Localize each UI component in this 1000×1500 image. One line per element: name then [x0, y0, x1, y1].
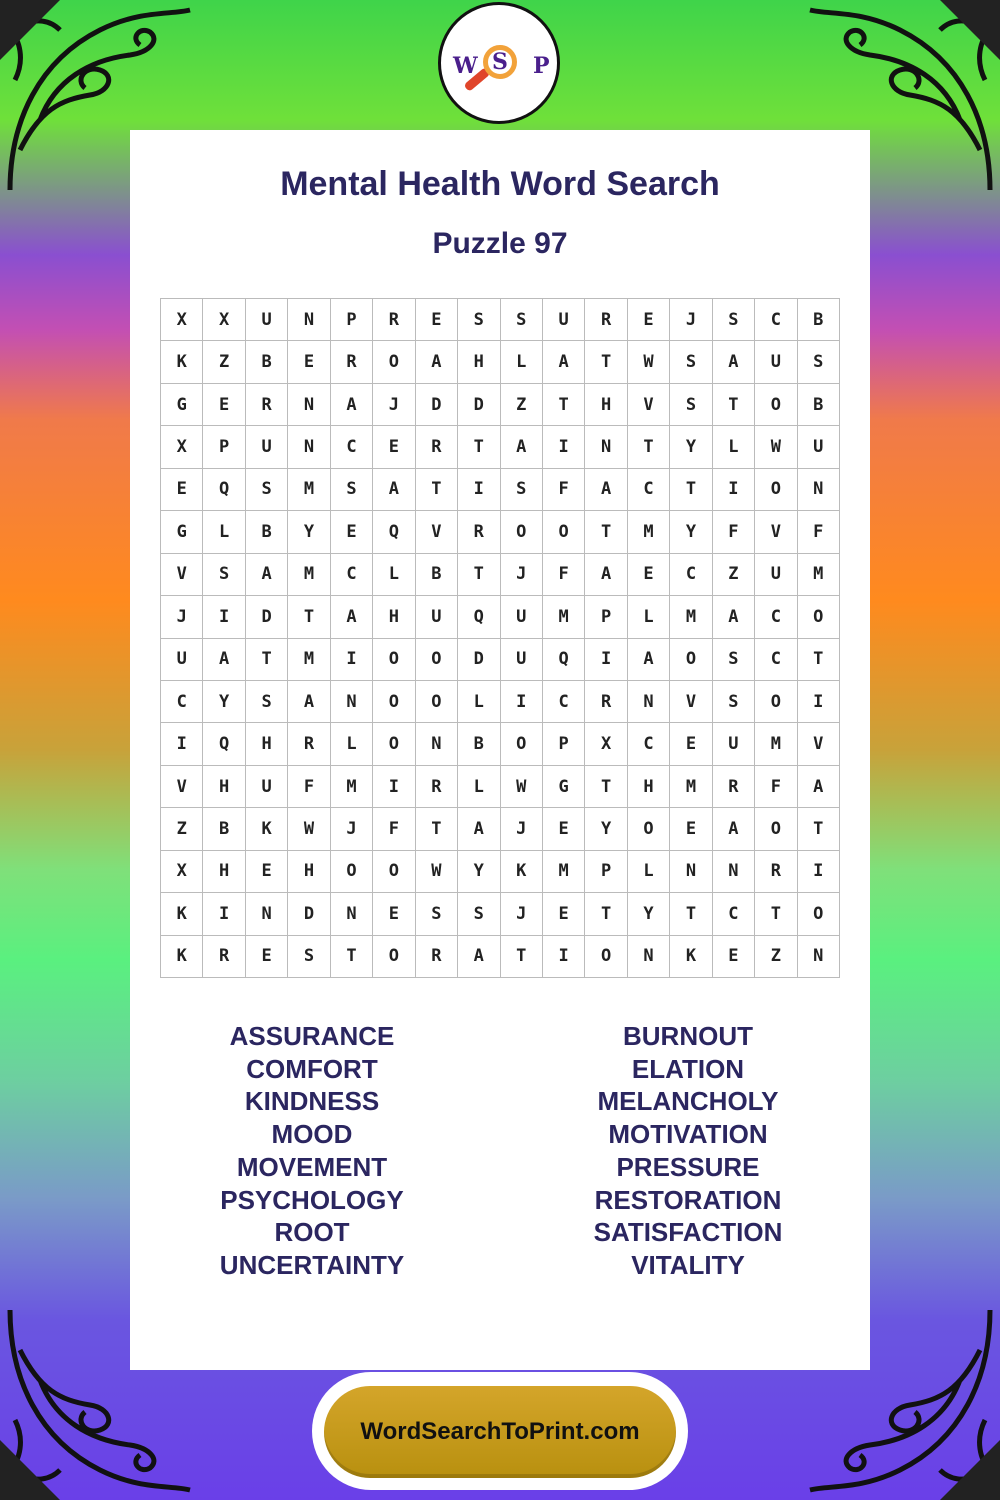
grid-cell[interactable]: N: [288, 384, 330, 426]
grid-cell[interactable]: A: [331, 384, 373, 426]
grid-cell[interactable]: B: [246, 511, 288, 553]
grid-cell[interactable]: R: [713, 766, 755, 808]
grid-cell[interactable]: O: [373, 851, 415, 893]
word-list-item: ROOT: [274, 1217, 350, 1248]
grid-cell[interactable]: E: [203, 384, 245, 426]
grid-cell[interactable]: I: [203, 893, 245, 935]
grid-cell[interactable]: M: [288, 554, 330, 596]
grid-cell[interactable]: N: [288, 299, 330, 341]
word-list-item: SATISFACTION: [593, 1217, 783, 1248]
word-list-item: ELATION: [631, 1053, 745, 1084]
grid-cell[interactable]: R: [585, 299, 627, 341]
grid-cell[interactable]: S: [670, 384, 712, 426]
grid-cell[interactable]: T: [331, 936, 373, 978]
grid-cell[interactable]: H: [373, 596, 415, 638]
grid-cell[interactable]: N: [585, 426, 627, 468]
puzzle-title: Mental Health Word Search: [280, 165, 720, 203]
grid-cell[interactable]: Z: [713, 554, 755, 596]
grid-cell[interactable]: L: [458, 681, 500, 723]
word-list-item: RESTORATION: [594, 1184, 782, 1215]
grid-cell[interactable]: T: [713, 384, 755, 426]
grid-cell[interactable]: G: [161, 511, 203, 553]
grid-cell[interactable]: R: [246, 384, 288, 426]
grid-cell[interactable]: G: [161, 384, 203, 426]
grid-cell[interactable]: N: [331, 681, 373, 723]
grid-cell[interactable]: Y: [670, 511, 712, 553]
grid-cell[interactable]: Y: [670, 426, 712, 468]
grid-cell[interactable]: O: [501, 511, 543, 553]
grid-cell[interactable]: H: [288, 851, 330, 893]
grid-cell[interactable]: Q: [458, 596, 500, 638]
wsp-logo: [438, 2, 560, 124]
grid-cell[interactable]: L: [501, 341, 543, 383]
grid-cell[interactable]: S: [203, 554, 245, 596]
grid-cell[interactable]: S: [798, 341, 840, 383]
grid-cell[interactable]: C: [331, 426, 373, 468]
grid-cell[interactable]: Y: [585, 808, 627, 850]
grid-cell[interactable]: C: [713, 893, 755, 935]
grid-cell[interactable]: M: [798, 554, 840, 596]
grid-cell[interactable]: T: [585, 766, 627, 808]
grid-cell[interactable]: I: [798, 681, 840, 723]
grid-cell[interactable]: U: [246, 299, 288, 341]
grid-cell[interactable]: A: [373, 469, 415, 511]
grid-cell[interactable]: H: [203, 851, 245, 893]
grid-cell[interactable]: E: [161, 469, 203, 511]
grid-cell[interactable]: X: [161, 299, 203, 341]
grid-cell[interactable]: M: [670, 596, 712, 638]
grid-cell[interactable]: A: [416, 341, 458, 383]
grid-cell[interactable]: H: [458, 341, 500, 383]
grid-cell[interactable]: P: [543, 723, 585, 765]
grid-cell[interactable]: E: [288, 341, 330, 383]
grid-cell[interactable]: A: [458, 936, 500, 978]
grid-cell[interactable]: Y: [288, 511, 330, 553]
grid-cell[interactable]: I: [458, 469, 500, 511]
grid-cell[interactable]: H: [585, 384, 627, 426]
grid-cell[interactable]: J: [501, 808, 543, 850]
grid-cell[interactable]: E: [331, 511, 373, 553]
grid-cell[interactable]: L: [458, 766, 500, 808]
grid-cell[interactable]: L: [331, 723, 373, 765]
grid-cell[interactable]: S: [458, 893, 500, 935]
grid-cell[interactable]: L: [628, 596, 670, 638]
grid-cell[interactable]: T: [798, 639, 840, 681]
grid-cell[interactable]: F: [713, 511, 755, 553]
grid-cell[interactable]: A: [331, 596, 373, 638]
grid-cell[interactable]: E: [543, 808, 585, 850]
puzzle-number: Puzzle 97: [432, 227, 568, 260]
grid-cell[interactable]: I: [373, 766, 415, 808]
grid-cell[interactable]: S: [246, 469, 288, 511]
word-list-item: MOOD: [271, 1119, 353, 1150]
word-list-item: KINDNESS: [244, 1086, 380, 1117]
grid-cell[interactable]: N: [288, 426, 330, 468]
grid-cell[interactable]: F: [373, 808, 415, 850]
grid-cell[interactable]: M: [670, 766, 712, 808]
grid-cell[interactable]: F: [798, 511, 840, 553]
grid-cell[interactable]: I: [543, 936, 585, 978]
grid-cell[interactable]: O: [501, 723, 543, 765]
grid-cell[interactable]: T: [585, 893, 627, 935]
grid-cell[interactable]: B: [798, 384, 840, 426]
grid-cell[interactable]: T: [628, 426, 670, 468]
grid-cell[interactable]: K: [501, 851, 543, 893]
grid-cell[interactable]: W: [628, 341, 670, 383]
grid-cell[interactable]: U: [246, 766, 288, 808]
grid-cell[interactable]: S: [713, 639, 755, 681]
grid-cell[interactable]: R: [416, 426, 458, 468]
grid-cell[interactable]: X: [585, 723, 627, 765]
grid-cell[interactable]: D: [458, 639, 500, 681]
grid-cell[interactable]: N: [798, 469, 840, 511]
grid-cell[interactable]: W: [416, 851, 458, 893]
grid-cell[interactable]: O: [628, 808, 670, 850]
grid-cell[interactable]: F: [543, 554, 585, 596]
grid-cell[interactable]: A: [543, 341, 585, 383]
logo-letter-w: W: [453, 53, 478, 79]
grid-cell[interactable]: O: [755, 384, 797, 426]
grid-cell[interactable]: E: [670, 723, 712, 765]
logo-letter-p: P: [533, 53, 550, 79]
grid-cell[interactable]: U: [501, 639, 543, 681]
grid-cell[interactable]: C: [755, 596, 797, 638]
grid-cell[interactable]: K: [161, 893, 203, 935]
grid-cell[interactable]: W: [288, 808, 330, 850]
grid-cell[interactable]: O: [798, 596, 840, 638]
grid-cell[interactable]: S: [501, 469, 543, 511]
grid-cell[interactable]: M: [543, 596, 585, 638]
grid-cell[interactable]: O: [373, 723, 415, 765]
grid-cell[interactable]: C: [628, 723, 670, 765]
word-list-item: UNCERTAINTY: [219, 1249, 405, 1280]
grid-cell[interactable]: S: [713, 681, 755, 723]
grid-cell[interactable]: N: [416, 723, 458, 765]
grid-cell[interactable]: Z: [755, 936, 797, 978]
grid-cell[interactable]: E: [670, 808, 712, 850]
grid-cell[interactable]: V: [670, 681, 712, 723]
grid-cell[interactable]: T: [585, 341, 627, 383]
grid-cell[interactable]: V: [755, 511, 797, 553]
grid-cell[interactable]: J: [331, 808, 373, 850]
grid-cell[interactable]: K: [670, 936, 712, 978]
grid-cell[interactable]: P: [203, 426, 245, 468]
grid-cell[interactable]: N: [798, 936, 840, 978]
grid-cell[interactable]: T: [416, 469, 458, 511]
grid-cell[interactable]: U: [798, 426, 840, 468]
grid-cell[interactable]: Z: [203, 341, 245, 383]
grid-cell[interactable]: J: [501, 554, 543, 596]
grid-cell[interactable]: X: [161, 851, 203, 893]
grid-cell[interactable]: Y: [628, 893, 670, 935]
grid-cell[interactable]: T: [288, 596, 330, 638]
grid-cell[interactable]: I: [585, 639, 627, 681]
footer-website-text: WordSearchToPrint.com: [360, 1418, 640, 1445]
grid-cell[interactable]: T: [755, 893, 797, 935]
grid-cell[interactable]: O: [543, 511, 585, 553]
word-list-item: BURNOUT: [623, 1021, 753, 1051]
word-list-item: PRESSURE: [616, 1151, 760, 1182]
grid-cell[interactable]: T: [246, 639, 288, 681]
grid-cell[interactable]: A: [798, 766, 840, 808]
grid-cell[interactable]: R: [458, 511, 500, 553]
grid-cell[interactable]: Y: [458, 851, 500, 893]
grid-cell[interactable]: D: [246, 596, 288, 638]
grid-cell[interactable]: E: [628, 554, 670, 596]
grid-cell[interactable]: P: [331, 299, 373, 341]
word-list-item: PSYCHOLOGY: [220, 1184, 404, 1215]
grid-cell[interactable]: C: [670, 554, 712, 596]
grid-cell[interactable]: M: [543, 851, 585, 893]
grid-cell[interactable]: O: [755, 469, 797, 511]
grid-cell[interactable]: I: [161, 723, 203, 765]
grid-cell[interactable]: U: [416, 596, 458, 638]
grid-cell[interactable]: M: [288, 639, 330, 681]
grid-cell[interactable]: P: [585, 596, 627, 638]
grid-cell[interactable]: O: [373, 341, 415, 383]
grid-cell[interactable]: A: [458, 808, 500, 850]
grid-cell[interactable]: A: [713, 341, 755, 383]
grid-cell[interactable]: A: [628, 639, 670, 681]
grid-cell[interactable]: U: [501, 596, 543, 638]
grid-cell[interactable]: A: [713, 596, 755, 638]
grid-cell[interactable]: B: [416, 554, 458, 596]
grid-cell[interactable]: J: [670, 299, 712, 341]
grid-cell[interactable]: J: [161, 596, 203, 638]
grid-cell[interactable]: O: [373, 681, 415, 723]
grid-cell[interactable]: N: [670, 851, 712, 893]
word-list-item: MOVEMENT: [236, 1151, 388, 1182]
grid-cell[interactable]: U: [755, 554, 797, 596]
grid-cell[interactable]: A: [501, 426, 543, 468]
word-list-item: COMFORT: [246, 1053, 378, 1084]
grid-cell[interactable]: B: [246, 341, 288, 383]
grid-cell[interactable]: E: [543, 893, 585, 935]
grid-cell[interactable]: A: [203, 639, 245, 681]
grid-cell[interactable]: O: [331, 851, 373, 893]
grid-cell[interactable]: M: [288, 469, 330, 511]
grid-cell[interactable]: C: [161, 681, 203, 723]
grid-cell[interactable]: O: [798, 893, 840, 935]
grid-cell[interactable]: N: [331, 893, 373, 935]
grid-cell[interactable]: O: [416, 639, 458, 681]
grid-cell[interactable]: Y: [203, 681, 245, 723]
grid-cell[interactable]: E: [373, 426, 415, 468]
footer-website-link[interactable]: [324, 1386, 676, 1478]
grid-cell[interactable]: U: [755, 341, 797, 383]
grid-cell[interactable]: H: [203, 766, 245, 808]
word-list-right: [508, 1020, 868, 1282]
grid-cell[interactable]: Z: [161, 808, 203, 850]
grid-cell[interactable]: I: [331, 639, 373, 681]
grid-cell[interactable]: E: [246, 936, 288, 978]
grid-cell[interactable]: E: [246, 851, 288, 893]
grid-cell[interactable]: T: [416, 808, 458, 850]
grid-cell[interactable]: Q: [543, 639, 585, 681]
grid-cell[interactable]: J: [501, 893, 543, 935]
grid-cell[interactable]: Z: [501, 384, 543, 426]
grid-cell[interactable]: U: [543, 299, 585, 341]
word-list-left: [132, 1020, 492, 1282]
grid-cell[interactable]: R: [416, 766, 458, 808]
grid-cell[interactable]: H: [246, 723, 288, 765]
letter-grid: [160, 298, 840, 978]
grid-cell[interactable]: V: [161, 554, 203, 596]
grid-cell[interactable]: M: [628, 511, 670, 553]
grid-cell[interactable]: E: [416, 299, 458, 341]
grid-cell[interactable]: S: [416, 893, 458, 935]
grid-cell[interactable]: Q: [373, 511, 415, 553]
grid-cell[interactable]: K: [161, 936, 203, 978]
grid-cell[interactable]: E: [628, 299, 670, 341]
grid-cell[interactable]: R: [585, 681, 627, 723]
grid-cell[interactable]: T: [585, 511, 627, 553]
grid-cell[interactable]: Q: [203, 723, 245, 765]
grid-cell[interactable]: F: [288, 766, 330, 808]
grid-cell[interactable]: U: [246, 426, 288, 468]
grid-cell[interactable]: D: [416, 384, 458, 426]
grid-cell[interactable]: N: [713, 851, 755, 893]
grid-cell[interactable]: T: [543, 384, 585, 426]
word-list-item: VITALITY: [631, 1249, 745, 1280]
grid-cell[interactable]: T: [458, 426, 500, 468]
grid-cell[interactable]: S: [246, 681, 288, 723]
grid-cell[interactable]: O: [373, 936, 415, 978]
grid-cell[interactable]: V: [798, 723, 840, 765]
logo-letter-s: S: [492, 49, 508, 75]
grid-cell[interactable]: O: [755, 808, 797, 850]
grid-cell[interactable]: A: [246, 554, 288, 596]
grid-cell[interactable]: K: [246, 808, 288, 850]
grid-cell[interactable]: B: [798, 299, 840, 341]
grid-cell[interactable]: T: [501, 936, 543, 978]
grid-cell[interactable]: A: [713, 808, 755, 850]
grid-cell[interactable]: S: [458, 299, 500, 341]
grid-cell[interactable]: X: [203, 299, 245, 341]
grid-cell[interactable]: M: [755, 723, 797, 765]
grid-cell[interactable]: I: [543, 426, 585, 468]
grid-cell[interactable]: E: [713, 936, 755, 978]
grid-cell[interactable]: N: [628, 936, 670, 978]
grid-cell[interactable]: T: [670, 469, 712, 511]
grid-cell[interactable]: S: [670, 341, 712, 383]
grid-cell[interactable]: Q: [203, 469, 245, 511]
grid-cell[interactable]: N: [246, 893, 288, 935]
grid-cell[interactable]: T: [798, 808, 840, 850]
grid-cell[interactable]: D: [458, 384, 500, 426]
grid-cell[interactable]: R: [755, 851, 797, 893]
grid-cell[interactable]: I: [203, 596, 245, 638]
grid-cell[interactable]: R: [416, 936, 458, 978]
grid-cell[interactable]: V: [628, 384, 670, 426]
grid-cell[interactable]: O: [670, 639, 712, 681]
grid-cell[interactable]: T: [670, 893, 712, 935]
grid-cell[interactable]: S: [288, 936, 330, 978]
grid-cell[interactable]: G: [543, 766, 585, 808]
grid-cell[interactable]: H: [628, 766, 670, 808]
grid-cell[interactable]: B: [203, 808, 245, 850]
grid-cell[interactable]: A: [585, 469, 627, 511]
grid-cell[interactable]: M: [331, 766, 373, 808]
grid-cell[interactable]: F: [543, 469, 585, 511]
grid-cell[interactable]: L: [203, 511, 245, 553]
grid-cell[interactable]: I: [501, 681, 543, 723]
grid-cell[interactable]: R: [203, 936, 245, 978]
grid-cell[interactable]: L: [628, 851, 670, 893]
grid-cell[interactable]: V: [161, 766, 203, 808]
grid-cell[interactable]: O: [373, 639, 415, 681]
grid-cell[interactable]: R: [331, 341, 373, 383]
grid-cell[interactable]: A: [585, 554, 627, 596]
grid-cell[interactable]: F: [755, 766, 797, 808]
grid-cell[interactable]: J: [373, 384, 415, 426]
grid-cell[interactable]: C: [755, 299, 797, 341]
grid-cell[interactable]: D: [288, 893, 330, 935]
grid-cell[interactable]: K: [161, 341, 203, 383]
grid-cell[interactable]: B: [458, 723, 500, 765]
grid-cell[interactable]: V: [416, 511, 458, 553]
grid-cell[interactable]: R: [288, 723, 330, 765]
grid-cell[interactable]: E: [373, 893, 415, 935]
grid-cell[interactable]: U: [161, 639, 203, 681]
grid-cell[interactable]: C: [755, 639, 797, 681]
grid-cell[interactable]: O: [585, 936, 627, 978]
grid-cell[interactable]: I: [798, 851, 840, 893]
grid-cell[interactable]: S: [331, 469, 373, 511]
grid-cell[interactable]: I: [713, 469, 755, 511]
grid-cell[interactable]: C: [628, 469, 670, 511]
grid-cell[interactable]: O: [416, 681, 458, 723]
word-list-item: MOTIVATION: [608, 1119, 768, 1150]
grid-cell[interactable]: L: [373, 554, 415, 596]
grid-cell[interactable]: U: [713, 723, 755, 765]
grid-cell[interactable]: C: [331, 554, 373, 596]
grid-cell[interactable]: R: [373, 299, 415, 341]
grid-cell[interactable]: P: [585, 851, 627, 893]
grid-cell[interactable]: N: [628, 681, 670, 723]
grid-cell[interactable]: X: [161, 426, 203, 468]
grid-cell[interactable]: S: [501, 299, 543, 341]
grid-cell[interactable]: S: [713, 299, 755, 341]
grid-cell[interactable]: T: [458, 554, 500, 596]
grid-cell[interactable]: L: [713, 426, 755, 468]
grid-cell[interactable]: O: [755, 681, 797, 723]
grid-cell[interactable]: W: [755, 426, 797, 468]
grid-cell[interactable]: C: [543, 681, 585, 723]
grid-cell[interactable]: W: [501, 766, 543, 808]
word-list-item: MELANCHOLY: [597, 1086, 779, 1117]
word-list-item: ASSURANCE: [229, 1021, 395, 1051]
grid-cell[interactable]: A: [288, 681, 330, 723]
